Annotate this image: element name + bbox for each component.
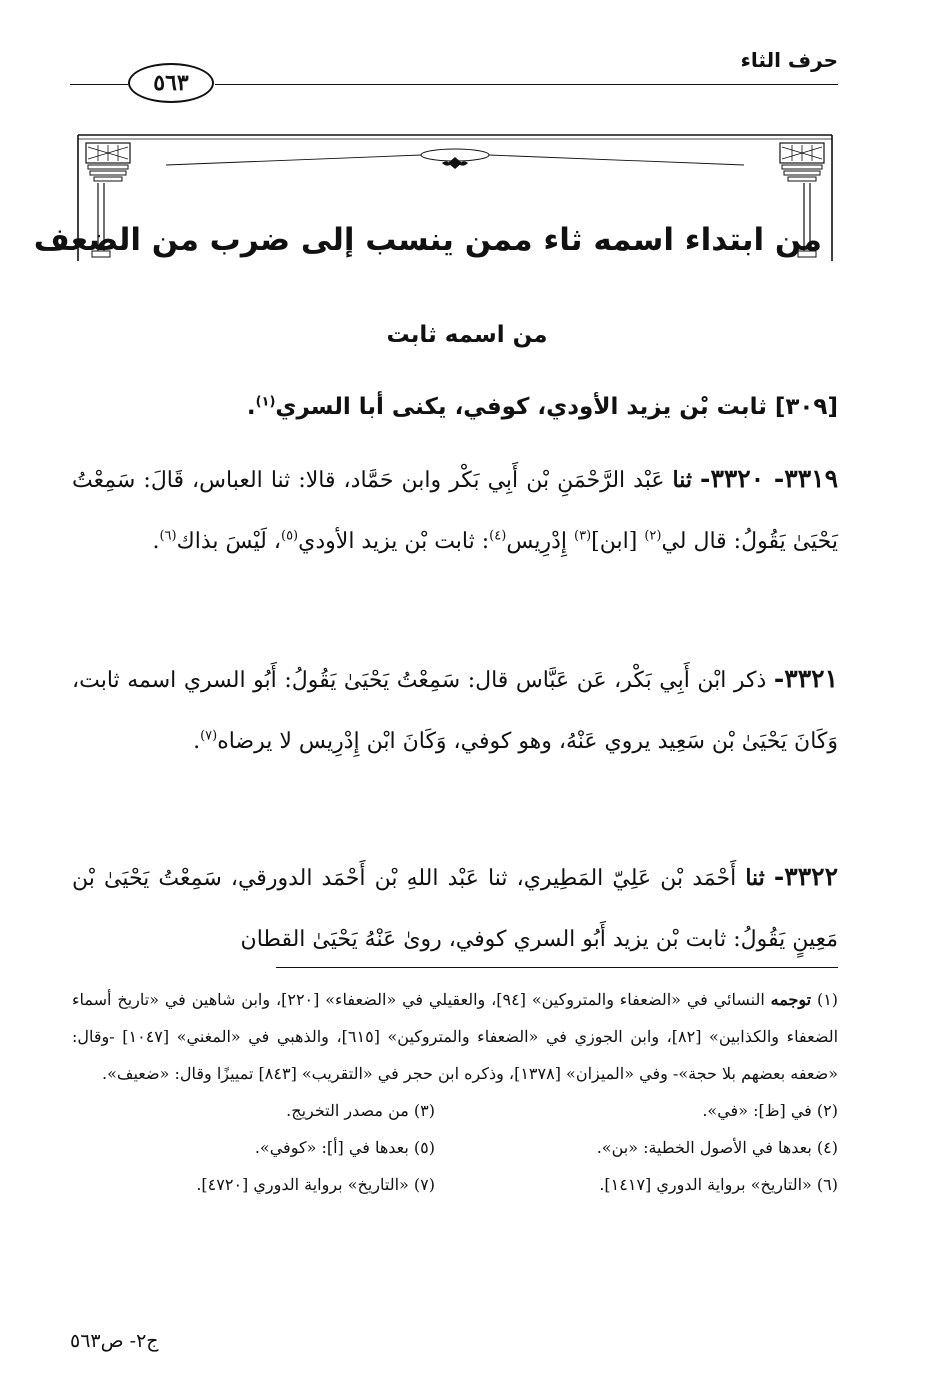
text-run: : ثابت بْن يزيد الأودي xyxy=(298,529,490,554)
footnote-6: (٦) «التاريخ» برواية الدوري [١٤١٧]. xyxy=(599,1175,838,1194)
footnote-mark: (١) xyxy=(816,990,839,1009)
entry-heading-text: [٣٠٩] ثابت بْن يزيد الأودي، كوفي، يكنى أبا السري xyxy=(275,394,838,420)
text-run: . xyxy=(193,729,201,754)
hadith-paragraph-1 xyxy=(72,448,838,572)
footnote-7: (٧) «التاريخ» برواية الدوري [٤٧٢٠]. xyxy=(196,1175,435,1194)
text-run: . xyxy=(152,529,160,554)
hadith-number: ٣٣٢٢- xyxy=(773,862,838,891)
text-run: إِدْرِيس xyxy=(506,529,575,554)
page-number: ٥٦٣ xyxy=(153,70,189,96)
footnotes xyxy=(72,981,838,1203)
footnote-ref: (٦) xyxy=(159,528,177,544)
text-run: ذكر ابْن أَبِي بَكْر، عَن عَبَّاس قال: سَمِعْتُ يَحْيَىٰ يَقُولُ: أَبُو السري اسمه ثابت، وَكَانَ يَحْيَىٰ بْن سَعِيد يروي عَنْهُ، وهو كوفي، وَكَانَ ابْن إِدْرِيس لا يرضاه xyxy=(72,668,838,754)
hadith-paragraph-2 xyxy=(72,648,838,772)
text-run: ، لَيْسَ بذاك xyxy=(176,529,281,554)
hadith-lead: ثنا xyxy=(745,865,765,891)
hadith-paragraph-3 xyxy=(72,846,838,970)
footnote-2: (٢) في [ظ]: «في». xyxy=(702,1101,838,1120)
footnote-ref: (٢) xyxy=(644,528,662,544)
footnote-4: (٤) بعدها في الأصول الخطية: «بن». xyxy=(596,1138,838,1157)
footnote-lead: توجمه xyxy=(770,990,812,1009)
chapter-title: من ابتداء اسمه ثاء ممن ينسب إلى ضرب من الضعف xyxy=(33,222,822,258)
footnote-ref: (٥) xyxy=(280,528,299,544)
text-run: عَبْد الرَّحْمَنِ بْن أَبِي بَكْر وابن حَمَّاد، قالا: ثنا العباس، قَالَ: سَمِعْتُ يَحْيَىٰ يَقُولُ: قال لي xyxy=(72,468,838,554)
running-title: حرف الثاء xyxy=(740,48,838,72)
hadith-number: ٣٣٢١- xyxy=(773,664,838,693)
footnote-ref: (٤) xyxy=(489,528,507,544)
footnote-3: (٣) من مصدر التخريج. xyxy=(286,1101,435,1120)
footnote-5: (٥) بعدها في [أ]: «كوفي». xyxy=(254,1138,435,1157)
footnote-ref: (١) xyxy=(255,394,276,410)
text-run: أَحْمَد بْن عَلِيّ المَطِيري، ثنا عَبْد اللهِ بْن أَحْمَد الدورقي، سَمِعْتُ يَحْيَىٰ بْن مَعِينٍ يَقُولُ: ثابت بْن يزيد أَبُو السري كوفي، روىٰ عَنْهُ يَحْيَىٰ القطان xyxy=(72,866,838,952)
footnote-text: النسائي في «الضعفاء والمتروكين» [٩٤]، والعقيلي في «الضعفاء» [٢٢٠]، وابن شاهين في «تاريخ أسماء الضعفاء والكذابين» [٨٢]، وابن الجوزي في «الضعفاء والمتروكين» [٦١٥]، والذهبي في «المغني» [١٠٤٧] -وقال: «ضعفه بعضهم بلا حجة»- وفي «الميزان» [١٣٧٨]، وذكره ابن حجر في «التقريب» [٨٤٣] تمييزًا وقال: «ضعيف». xyxy=(72,990,839,1083)
footnote-separator xyxy=(276,967,838,968)
text-run: [ابن] xyxy=(591,529,645,554)
footnote-1 xyxy=(72,981,838,1092)
page-number-oval xyxy=(128,63,214,103)
footnote-ref: (٣) xyxy=(574,528,592,544)
header-rule-left xyxy=(70,84,128,85)
section-title: من اسمه ثابت xyxy=(386,322,548,348)
header-rule xyxy=(215,84,838,85)
entry-heading: [٣٠٩] ثابت بْن يزيد الأودي، كوفي، يكنى أبا السري$^{(١)}$. xyxy=(246,394,838,420)
hadith-lead: ثنا xyxy=(672,467,692,493)
footnote-ref: (٧) xyxy=(200,728,218,744)
footnote-grid xyxy=(72,1092,838,1203)
hadith-number: ٣٣١٩- ٣٣٢٠- xyxy=(700,464,838,493)
page-signature: ج٢- ص٥٦٣ xyxy=(70,1330,159,1352)
